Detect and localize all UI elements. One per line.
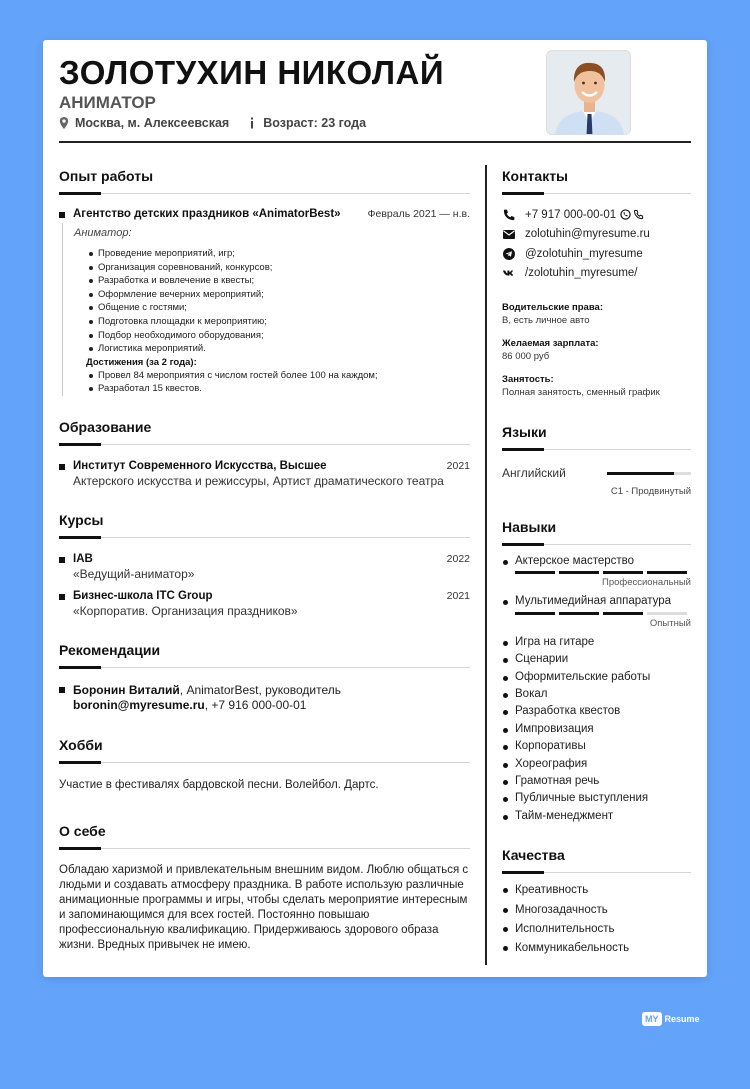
language-row — [502, 466, 691, 480]
email-icon — [502, 227, 516, 241]
location-pin-icon — [59, 117, 69, 129]
candidate-name: ЗОЛОТУХИН НИКОЛАЙ — [59, 54, 445, 91]
rating-segment — [559, 612, 599, 615]
square-bullet-icon — [59, 687, 65, 693]
square-bullet-icon — [59, 464, 65, 470]
job-duty: Логистика мероприятий. — [88, 342, 470, 356]
job-duty: Разработка и вовлечение в квесты; — [88, 274, 470, 288]
achievements-title: Достижения (за 2 года): — [86, 356, 197, 368]
contact-phone-text: +7 917 000-00-01 — [525, 208, 617, 221]
recommendations-section — [59, 642, 470, 713]
job-achievement: Разработал 15 квестов. — [88, 382, 470, 396]
candidate-meta — [59, 116, 366, 130]
recommender-email: boronin@myresume.ru — [73, 697, 205, 712]
section-rule — [59, 847, 470, 850]
skill-item: Игра на гитаре — [502, 634, 691, 651]
course-year: 2021 — [446, 589, 470, 602]
quality-item: Исполнительность — [502, 920, 691, 939]
job-role: Аниматор: — [74, 227, 132, 239]
skill-item: Импровизация — [502, 721, 691, 738]
job-achievement: Провел 84 мероприятия с числом гостей более 100 на каждом; — [88, 369, 470, 383]
salary-label: Желаемая зарплата: — [502, 338, 599, 349]
rating-segment — [647, 571, 687, 574]
skill-item: Разработка квестов — [502, 703, 691, 720]
section-rule — [502, 871, 691, 874]
skills-title: Навыки — [502, 519, 557, 535]
recommender-phone: , +7 916 000-00-01 — [204, 697, 307, 712]
skill-level: Опытный — [649, 617, 691, 629]
about-section — [59, 823, 470, 953]
hobby-title: Хобби — [59, 736, 103, 753]
skill-item: Актерское мастерство — [502, 553, 691, 570]
employment-label: Занятость: — [502, 374, 554, 385]
skills-section — [502, 519, 691, 825]
rating-segment — [647, 612, 687, 615]
education-entry — [59, 460, 470, 488]
person-avatar-icon — [547, 51, 631, 135]
course-name: IAB — [73, 552, 93, 565]
contacts-title: Контакты — [502, 168, 569, 184]
language-level: C1 - Продвинутый — [610, 486, 691, 497]
job-duty: Организация соревнований, конкурсов; — [88, 261, 470, 275]
skill-level: Профессиональный — [602, 577, 691, 589]
qualities-section — [502, 847, 691, 958]
job-duty: Общение с гостями; — [88, 301, 470, 315]
course-entry — [59, 590, 470, 618]
job-entry — [59, 208, 470, 396]
languages-title: Языки — [502, 424, 547, 440]
recommendation-entry — [59, 683, 470, 713]
contact-vk[interactable] — [502, 264, 691, 284]
info-icon — [247, 117, 257, 129]
rating-segment — [559, 571, 599, 574]
contact-phone[interactable] — [502, 205, 691, 225]
section-rule — [59, 666, 470, 669]
section-rule — [59, 761, 470, 764]
job-body — [62, 223, 470, 396]
square-bullet-icon — [59, 557, 65, 563]
rating-segment — [603, 612, 643, 615]
skill-item: Публичные выступления — [502, 790, 691, 807]
section-rule — [502, 448, 691, 451]
job-duty: Проведение мероприятий, игр; — [88, 247, 470, 261]
recommender-org: , AnimatorBest, руководитель — [179, 682, 342, 697]
job-company: Агентство детских праздников «AnimatorBest» — [73, 208, 341, 220]
education-title: Образование — [59, 418, 152, 435]
skill-item: Вокал — [502, 686, 691, 703]
skill-item: Мультимедийная аппаратура — [502, 593, 691, 610]
contact-vk-text: /zolotuhin_myresume/ — [525, 267, 638, 280]
telegram-icon — [502, 247, 516, 261]
rating-segment — [515, 571, 555, 574]
skill-item: Корпоративы — [502, 738, 691, 755]
section-rule — [59, 443, 470, 446]
course-entry — [59, 553, 470, 581]
logo-text: Resume — [664, 1014, 700, 1024]
whatsapp-icon — [620, 209, 631, 220]
hobby-text: Участие в фестивалях бардовской песни. Волейбол. Дартс. — [59, 778, 379, 791]
contact-email[interactable] — [502, 225, 691, 245]
section-rule — [59, 536, 470, 539]
education-name: Институт Современного Искусства, Высшее — [73, 459, 327, 472]
education-detail: Актерского искусства и режиссуры, Артист драматического театра — [73, 473, 444, 488]
language-bar-fill — [607, 472, 674, 475]
skill-item: Оформительские работы — [502, 669, 691, 686]
section-rule — [502, 543, 691, 546]
contact-telegram[interactable] — [502, 244, 691, 264]
rating-segment — [603, 571, 643, 574]
left-column — [59, 168, 470, 975]
square-bullet-icon — [59, 594, 65, 600]
language-name: Английский — [502, 466, 566, 480]
job-duty: Подбор необходимого оборудования; — [88, 329, 470, 343]
course-name: Бизнес-школа ITC Group — [73, 589, 213, 602]
header-divider — [59, 141, 691, 143]
experience-section — [59, 168, 470, 396]
skill-item: Хореография — [502, 756, 691, 773]
course-detail: «Ведущий-аниматор» — [73, 566, 195, 581]
vk-icon — [502, 266, 516, 280]
courses-section — [59, 512, 470, 618]
course-detail: «Корпоратив. Организация праздников» — [73, 603, 298, 618]
qualities-title: Качества — [502, 847, 565, 864]
skill-rating — [502, 612, 691, 615]
right-column — [502, 168, 691, 980]
skill-item: Сценарии — [502, 651, 691, 668]
column-divider — [485, 165, 487, 965]
resume-page — [43, 40, 707, 977]
course-year: 2022 — [446, 552, 470, 565]
profile-photo — [546, 50, 631, 135]
recommender-name: Боронин Виталий — [73, 682, 180, 697]
quality-item: Многозадачность — [502, 901, 691, 920]
contact-telegram-text: @zolotuhin_myresume — [525, 247, 643, 260]
education-section — [59, 419, 470, 488]
quality-item: Коммуникабельность — [502, 939, 691, 958]
section-rule — [502, 192, 691, 195]
logo-box: MY — [642, 1012, 662, 1026]
job-achievements — [74, 369, 470, 396]
languages-section — [502, 424, 691, 497]
square-bullet-icon — [59, 212, 65, 218]
myresume-logo[interactable] — [642, 1012, 700, 1026]
about-text: Обладаю харизмой и привлекательным внешним видом. Люблю общаться с людьми и создавать атмосферу праздника. В работе использую различные анимационные программы и игры, чтобы сделать мероприятие интересным и запоминающимся для всех гостей. Постоянно повышаю профессиональную квалификацию. Придерживаюсь здорового образа жизни. Вредных привычек не имею. — [59, 863, 469, 951]
skill-rating — [502, 571, 691, 574]
skill-item: Тайм-менеджмент — [502, 808, 691, 825]
viber-icon — [633, 209, 644, 220]
job-duty: Оформление вечерних мероприятий; — [88, 288, 470, 302]
skill-item: Грамотная речь — [502, 773, 691, 790]
job-date: Февраль 2021 — н.в. — [367, 208, 470, 220]
experience-title: Опыт работы — [59, 168, 154, 184]
hobby-section — [59, 737, 470, 793]
section-rule — [59, 192, 470, 195]
license-value: B, есть личное авто — [502, 315, 590, 326]
contacts-section — [502, 168, 691, 398]
license-label: Водительские права: — [502, 302, 604, 313]
education-year: 2021 — [446, 459, 470, 472]
quality-item: Креативность — [502, 881, 691, 900]
recommendations-title: Рекомендации — [59, 641, 161, 658]
contact-email-text: zolotuhin@myresume.ru — [525, 228, 650, 241]
candidate-position: АНИМАТОР — [59, 93, 156, 112]
courses-title: Курсы — [59, 511, 104, 528]
salary-value: 86 000 руб — [502, 351, 550, 362]
rating-segment — [515, 612, 555, 615]
age-text: Возраст: 23 года — [263, 116, 367, 130]
job-duties — [74, 247, 470, 356]
language-bar — [607, 472, 691, 475]
location-text: Москва, м. Алексеевская — [75, 116, 230, 130]
phone-icon — [502, 208, 516, 222]
job-duty: Подготовка площадки к мероприятию; — [88, 315, 470, 329]
employment-value: Полная занятость, сменный график — [502, 387, 660, 398]
about-title: О себе — [59, 822, 106, 839]
